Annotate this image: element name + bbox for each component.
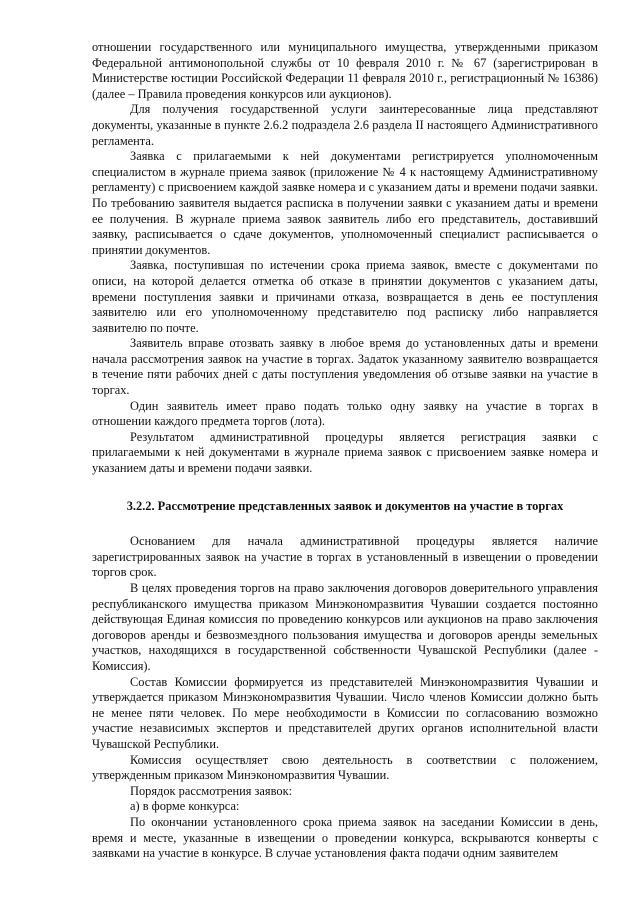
paragraph: Основанием для начала административной процедуры является наличие зарегистрированных заявок на участие в торгах в установленный в извещении о проведении торгов срок. xyxy=(92,534,598,580)
paragraph: По окончании установленного срока приема заявок на заседании Комиссии в день, время и месте, указанные в извещении о проведении конкурса, вскрываются конверты с заявками на участие в конкурсе. В случае установления факта подачи одним заявителем xyxy=(92,814,598,861)
paragraph: Порядок рассмотрения заявок: xyxy=(130,783,293,798)
section-heading: 3.2.2. Рассмотрение представленных заявок и документов на участие в торгах xyxy=(126,498,564,513)
paragraph: а) в форме конкурса: xyxy=(130,799,240,814)
paragraph: Для получения государственной услуги заинтересованные лица представляют документы, указанные в пункте 2.6.2 подраздела 2.6 раздела II настоящего Административного регламента. xyxy=(92,102,598,148)
paragraph: Один заявитель имеет право подать только одну заявку на участие в торгах в отношении каждого предмета торгов (лота). xyxy=(92,398,598,429)
paragraph: отношении государственного или муниципального имущества, утвержденными приказом Федеральной антимонопольной службы от 10 февраля 2010 г. № 67 (зарегистрирован в Министерстве юстиции Российской Федерации 11 февраля 2010 г., регистрационный № 16386) (далее – Правила проведения конкурсов или аукционов). xyxy=(92,40,598,101)
document-page xyxy=(92,40,598,862)
paragraph: Заявка, поступившая по истечении срока приема заявок, вместе с документами по описи, на которой делается отметка об отказе в принятии документов с указанием даты, времени поступления заявки и причинами отказа, возвращается в день ее поступления заявителю или его уполномоченному представителю под расписку либо направляется заявителю по почте. xyxy=(92,258,598,335)
paragraph: Заявка с прилагаемыми к ней документами регистрируется уполномоченным специалистом в журнале приема заявок (приложение № 4 к настоящему Административному регламенту) с присвоением каждой заявке номера и с указанием даты и времени подачи заявки. По требованию заявителя выдается расписка в получении заявки с указанием даты и времени ее получения. В журнале приема заявок заявитель либо его представитель, доставивший заявку, расписывается о сдаче документов, уполномоченный специалист расписывается о принятии документов. xyxy=(92,149,598,257)
paragraph: Заявитель вправе отозвать заявку в любое время до установленных даты и времени начала рассмотрения заявок на участие в торгах. Задаток указанному заявителю возвращается в течение пяти рабочих дней с даты поступления уведомления об отзыве заявки на участие в торгах. xyxy=(92,336,598,398)
paragraph: Состав Комиссии формируется из представителей Минэкономразвития Чувашии и утверждается приказом Минэкономразвития Чувашии. Число членов Комиссии должно быть не менее пяти человек. По мере необходимости в Комиссии по согласованию возможно участие независимых экспертов и представителей других органов исполнительной власти Чувашской Республики. xyxy=(92,674,598,751)
paragraph: Результатом административной процедуры является регистрация заявки с прилагаемыми к ней документами в журнале приема заявок с присвоением заявке номера и указанием даты и времени подачи заявки. xyxy=(92,429,598,476)
paragraph: В целях проведения торгов на право заключения договоров доверительного управления республиканского имущества приказом Минэкономразвития Чувашии создается постоянно действующая Единая комиссия по проведению конкурсов или аукционов на право заключения договоров аренды и безвозмездного пользования имущества и договоров аренды земельных участков, находящихся в государственной собственности Чувашской Республики (далее - Комиссия). xyxy=(92,581,598,673)
paragraph: Комиссия осуществляет свою деятельность в соответствии с положением, утвержденным приказом Минэкономразвития Чувашии. xyxy=(92,752,598,783)
